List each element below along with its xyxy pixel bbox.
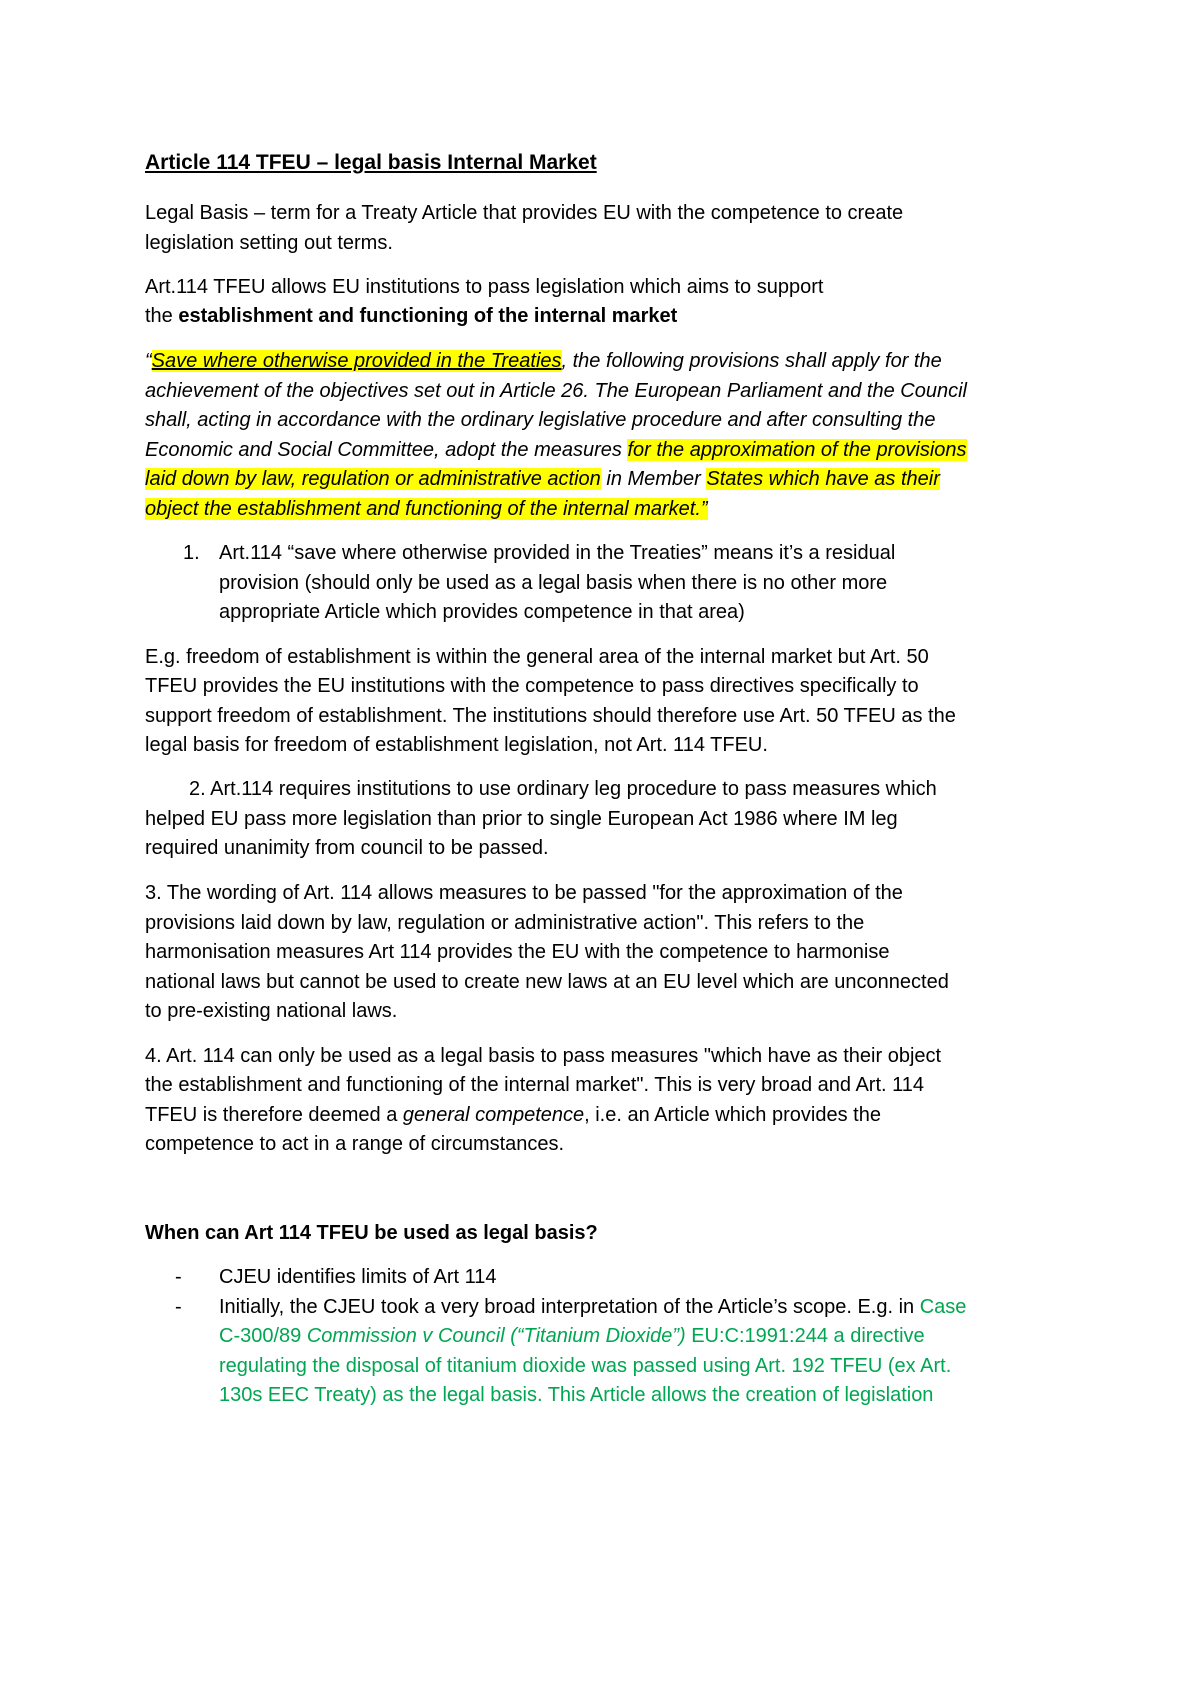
point-3-line-2: provisions laid down by law, regulation or administrative action". This refers to the — [145, 912, 865, 934]
quote-line-4 — [145, 434, 967, 466]
case-reference-start: Case — [919, 1296, 967, 1318]
quote-line-5-mid: in Member — [600, 468, 707, 490]
quote-highlight-5: object the establishment and functioning of the internal market.” — [145, 498, 708, 520]
page-title: Article 114 TFEU – legal basis Internal Market — [145, 151, 597, 174]
case-name: Commission v Council (“Titanium Dioxide”) — [306, 1325, 686, 1347]
quote-line-5 — [145, 463, 940, 495]
point-4-line-3 — [145, 1099, 881, 1131]
art114-line-2-bold: establishment and functioning of the internal market — [178, 305, 678, 327]
section-heading: When can Art 114 TFEU be used as legal basis? — [145, 1222, 598, 1244]
example-line-2: TFEU provides the EU institutions with the competence to pass directives specifically to — [145, 675, 919, 697]
point-2-line-3: required unanimity from council to be passed. — [145, 837, 549, 859]
case-citation: EU:C:1991:244 a directive — [685, 1325, 925, 1347]
bullet-2-line-1-pre: Initially, the CJEU took a very broad interpretation of the Article’s scope. E.g. in — [219, 1296, 920, 1318]
intro-line-1: Legal Basis – term for a Treaty Article that provides EU with the competence to create — [145, 202, 904, 224]
point-2-line-2: helped EU pass more legislation than prior to single European Act 1986 where IM leg — [145, 808, 898, 830]
case-number: C-300/89 — [219, 1325, 307, 1347]
point-4-line-3-post: , i.e. an Article which provides the — [584, 1104, 881, 1126]
point-3-line-3: harmonisation measures Art 114 provides the EU with the competence to harmonise — [145, 941, 890, 963]
intro-line-2: legislation setting out terms. — [145, 232, 393, 254]
point-3-line-1: 3. The wording of Art. 114 allows measures to be passed "for the approximation of the — [145, 882, 903, 904]
example-line-1: E.g. freedom of establishment is within the general area of the internal market but Art. 50 — [145, 646, 929, 668]
quote-line-4-pre: Economic and Social Committee, adopt the measures — [145, 439, 628, 461]
quote-open-mark: “ — [145, 350, 152, 372]
bullet-2-line-2 — [219, 1320, 925, 1352]
point-3-line-5: to pre-existing national laws. — [145, 1000, 398, 1022]
quote-line-2: achievement of the objectives set out in Article 26. The European Parliament and the Council — [145, 380, 967, 402]
point-4-line-1: 4. Art. 114 can only be used as a legal basis to pass measures "which have as their object — [145, 1045, 942, 1067]
bullet-2-line-4: 130s EEC Treaty) as the legal basis. This Article allows the creation of legislation — [219, 1384, 934, 1406]
point-4-line-2: the establishment and functioning of the internal market". This is very broad and Art. 114 — [145, 1074, 925, 1096]
example-line-3: support freedom of establishment. The institutions should therefore use Art. 50 TFEU as the — [145, 705, 956, 727]
point-1-number: 1. — [183, 542, 200, 564]
bullet-2-line-1 — [219, 1291, 966, 1323]
bullet-dash-2: - — [175, 1296, 182, 1318]
art114-line-1: Art.114 TFEU allows EU institutions to pass legislation which aims to support — [145, 276, 824, 298]
art114-line-2 — [145, 300, 677, 332]
quote-highlight-3: laid down by law, regulation or administrative action — [145, 468, 601, 490]
point-2-line-1: 2. Art.114 requires institutions to use ordinary leg procedure to pass measures which — [189, 778, 937, 800]
general-competence-term: general competence — [402, 1104, 585, 1126]
quote-highlight-4: States which have as their — [706, 468, 940, 490]
bullet-2-line-3: regulating the disposal of titanium dioxide was passed using Art. 192 TFEU (ex Art. — [219, 1355, 952, 1377]
quote-line-3: shall, acting in accordance with the ordinary legislative procedure and after consulting the — [145, 409, 936, 431]
point-4-line-3-pre: TFEU is therefore deemed a — [145, 1104, 403, 1126]
point-1-line-2: provision (should only be used as a legal basis when there is no other more — [219, 572, 888, 594]
quote-line-6 — [145, 493, 708, 525]
bullet-dash-1: - — [175, 1266, 182, 1288]
bullet-1: CJEU identifies limits of Art 114 — [219, 1266, 497, 1288]
quote-highlight-2: for the approximation of the provisions — [627, 439, 967, 461]
point-1-line-1: Art.114 “save where otherwise provided in the Treaties” means it’s a residual — [219, 542, 896, 564]
point-1-line-3: appropriate Article which provides competence in that area) — [219, 601, 745, 623]
point-4-line-4: competence to act in a range of circumstances. — [145, 1133, 565, 1155]
quote-line-1-rest: , the following provisions shall apply for the — [561, 350, 942, 372]
quote-line-1 — [145, 345, 942, 377]
art114-line-2-prefix: the — [145, 305, 179, 327]
quote-highlight-1: Save where otherwise provided in the Treaties — [151, 350, 562, 372]
example-line-4: legal basis for freedom of establishment legislation, not Art. 114 TFEU. — [145, 734, 768, 756]
point-3-line-4: national laws but cannot be used to create new laws at an EU level which are unconnected — [145, 971, 949, 993]
